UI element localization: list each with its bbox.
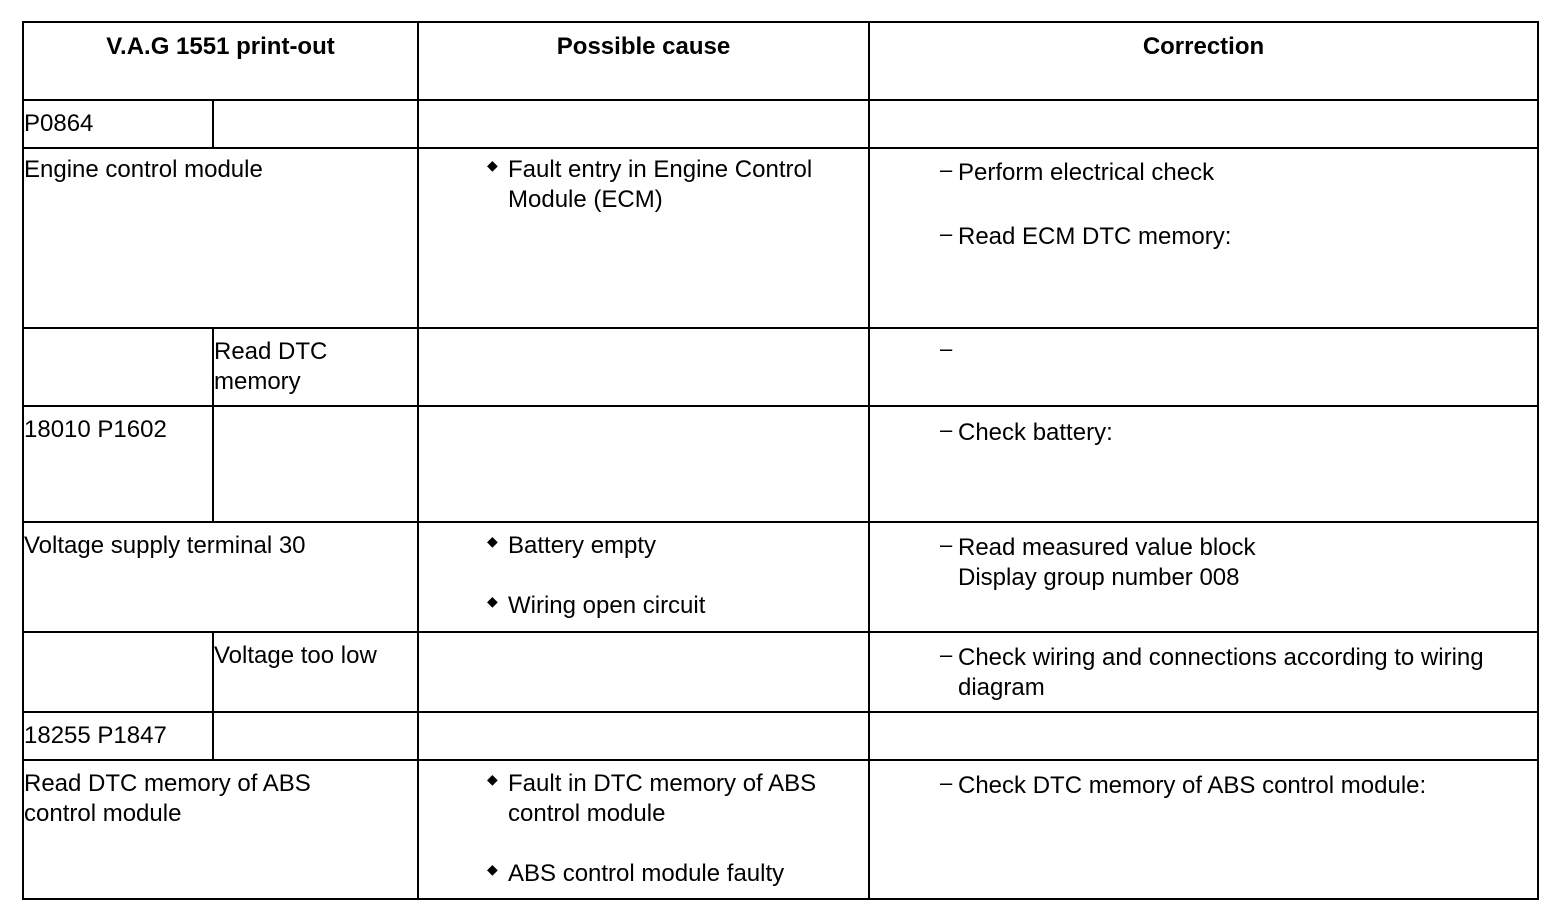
list-item (870, 418, 1537, 448)
diamond-bullet-icon: ◆ (487, 157, 498, 173)
table-row (23, 328, 1538, 406)
diamond-bullet-icon: ◆ (487, 771, 498, 787)
empty-cell (418, 712, 869, 760)
header-printout: V.A.G 1551 print-out (23, 22, 418, 100)
correction-text: Read measured value block Display group number 008 (958, 534, 1256, 591)
fault-description: Engine control module (23, 148, 418, 328)
correction-text: Perform electrical check (958, 159, 1215, 186)
header-possible-cause: Possible cause (418, 22, 869, 100)
empty-cell (869, 100, 1538, 148)
dash-icon: – (940, 221, 953, 246)
correction-text: Read ECM DTC memory: (958, 223, 1232, 250)
diamond-bullet-icon: ◆ (487, 593, 498, 609)
list-item (419, 859, 868, 889)
list-item (419, 155, 868, 215)
cause-text: Wiring open circuit (508, 592, 706, 619)
dash-icon: – (940, 770, 953, 795)
dash-icon: – (940, 157, 953, 182)
correction-text: Check DTC memory of ABS control module: (958, 772, 1427, 799)
fault-description: Read DTC memory of ABS control module (23, 760, 418, 899)
dtc-code: 18010 P1602 (23, 406, 213, 522)
table-row (23, 406, 1538, 522)
dtc-table (22, 21, 1539, 900)
correction-text: Check wiring and connections according to wiring diagram (958, 644, 1484, 701)
empty-cell (213, 100, 418, 148)
empty-cell (23, 632, 213, 712)
empty-cell (869, 712, 1538, 760)
cause-cell (418, 760, 869, 899)
table-row (23, 712, 1538, 760)
dash-icon: – (940, 642, 953, 667)
cause-text: ABS control module faulty (508, 860, 785, 887)
list-item (419, 769, 868, 829)
empty-cell (23, 328, 213, 406)
cause-text: Fault entry in Engine Control Module (ECM) (508, 156, 813, 213)
empty-cell (418, 406, 869, 522)
table-row (23, 148, 1538, 328)
empty-cell (213, 712, 418, 760)
empty-cell (213, 406, 418, 522)
correction-cell (869, 760, 1538, 899)
correction-cell (869, 148, 1538, 328)
list-item (870, 222, 1537, 252)
table-row (23, 522, 1538, 632)
correction-cell (869, 522, 1538, 632)
table-row (23, 100, 1538, 148)
list-item (419, 591, 868, 621)
dash-icon: – (940, 336, 953, 361)
correction-cell (869, 406, 1538, 522)
empty-cell (418, 328, 869, 406)
list-item (419, 531, 868, 561)
dtc-code: 18255 P1847 (23, 712, 213, 760)
header-correction: Correction (869, 22, 1538, 100)
dash-icon: – (940, 417, 953, 442)
correction-cell (869, 632, 1538, 712)
cause-cell (418, 148, 869, 328)
cause-cell (418, 522, 869, 632)
empty-cell (418, 632, 869, 712)
empty-cell (418, 100, 869, 148)
dash-icon: – (940, 532, 953, 557)
table-row (23, 760, 1538, 899)
diamond-bullet-icon: ◆ (487, 533, 498, 549)
fault-subtext: Voltage too low (213, 632, 418, 712)
list-item (870, 158, 1537, 188)
diamond-bullet-icon: ◆ (487, 861, 498, 877)
header-row (23, 22, 1538, 100)
list-item (870, 643, 1537, 703)
list-item (870, 771, 1537, 801)
list-item (870, 533, 1537, 593)
table-row (23, 632, 1538, 712)
fault-subtext: Read DTC memory (213, 328, 418, 406)
fault-description: Voltage supply terminal 30 (23, 522, 418, 632)
correction-text: Check battery: (958, 419, 1113, 446)
correction-cell (869, 328, 1538, 406)
cause-text: Battery empty (508, 532, 657, 559)
cause-text: Fault in DTC memory of ABS control module (508, 770, 817, 827)
dtc-code: P0864 (23, 100, 213, 148)
